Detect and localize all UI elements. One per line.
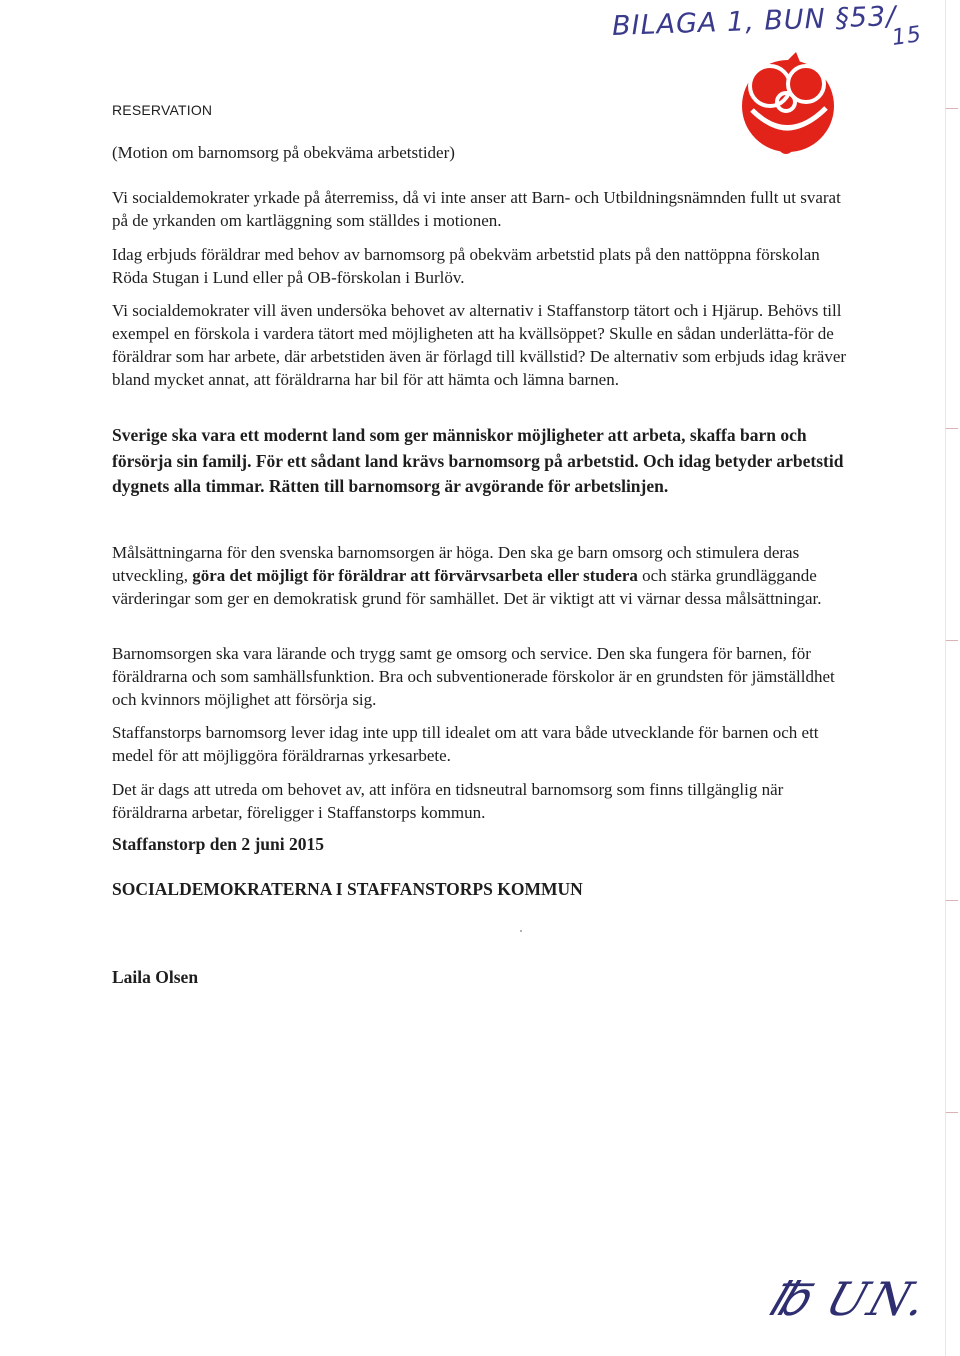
scan-speck <box>520 930 522 932</box>
paragraph-staffanstorp-ideal: Staffanstorps barnomsorg lever idag inte upp till idealet om att vara både utvecklande för barnen och ett medel för att möjliggöra föräldrarnas yrkesarbete. <box>112 723 819 765</box>
paragraph-current-options: Idag erbjuds föräldrar med behov av barnomsorg på obekväm arbetstid plats på den nattöppna förskolan Röda Stugan i Lund eller på OB-förskolan i Burlöv. <box>112 245 820 287</box>
handwritten-stamp: BILAGA 1, BUN §53/ <box>611 1 897 42</box>
goals-text-part1: Målsättningarna för den svenska barnomsorgen är höga. Den ska ge barn omsorg och stimulera deras utveckling, <box>112 543 800 585</box>
paragraph-bold-statement: Sverige ska vara ett modernt land som ger människor möjligheter att arbeta, skaffa barn och försörja sin familj. För ett sådant land krävs barnomsorg på arbetstid. Och idag betyder arbetstid dygnets alla timmar. Rätten till barnomsorg är avgörande för arbetslinjen. <box>112 425 844 496</box>
edge-mark <box>946 640 958 641</box>
page-edge <box>945 0 946 1356</box>
edge-mark <box>946 1112 958 1113</box>
paragraph-investigate-alternatives: Vi socialdemokrater vill även undersöka behovet av alternativ i Staffanstorp tätort och i Hjärup. Behövs till exempel en förskola i vardera tätort med möjligheten att ha kvällsöppet? Skulle en sådan underlätta-för de föräldrar som har arbete, där arbetstiden även är förlagd till kvällstid? De alternativ som erbjuds idag kräver bland mycket annat, att föräldrarna har bil för att hämta och lämna barnen. <box>112 301 847 389</box>
organization-name: SOCIALDEMOKRATERNA I STAFFANSTORPS KOMMUN <box>112 879 583 899</box>
place-and-date: Staffanstorp den 2 juni 2015 <box>112 834 324 854</box>
paragraph-goals <box>112 541 852 610</box>
goals-text-part2: och stärka grundläggande värderingar som ger en demokratisk grund för samhället. Det är viktigt att vi värnar dessa målsättningar. <box>112 566 822 608</box>
paragraph-reservation-reason: Vi socialdemokrater yrkade på återremiss, då vi inte anser att Barn- och Utbildningsnämnden fullt ut svarat på de yrkanden om kartläggning som ställdes i motionen. <box>112 188 841 230</box>
handwritten-initials: ℔ UN. <box>761 1272 937 1326</box>
paragraph-time-to-investigate: Det är dags att utreda om behovet av, att införa en tidsneutral barnomsorg som finns tillgänglig när föräldrarna arbetar, föreligger i Staffanstorps kommun. <box>112 780 784 822</box>
edge-mark <box>946 900 958 901</box>
signatory-name: Laila Olsen <box>112 967 199 987</box>
handwritten-stamp-tail: 15 <box>890 22 924 51</box>
motion-subheading: (Motion om barnomsorg på obekväma arbetstider) <box>112 143 455 162</box>
rose-logo-icon <box>730 50 844 158</box>
document-heading: RESERVATION <box>112 102 213 118</box>
goals-text-bold: göra det möjligt för föräldrar att förvärvsarbeta eller studera <box>192 566 638 585</box>
edge-mark <box>946 108 958 109</box>
paragraph-childcare-quality: Barnomsorgen ska vara lärande och trygg samt ge omsorg och service. Den ska fungera för barnen, för föräldrarna och som samhällsfunktion. Bra och subventionerade förskolor är en grundsten för jämställdhet och kvinnors möjlighet att försörja sig. <box>112 644 835 709</box>
edge-mark <box>946 428 958 429</box>
